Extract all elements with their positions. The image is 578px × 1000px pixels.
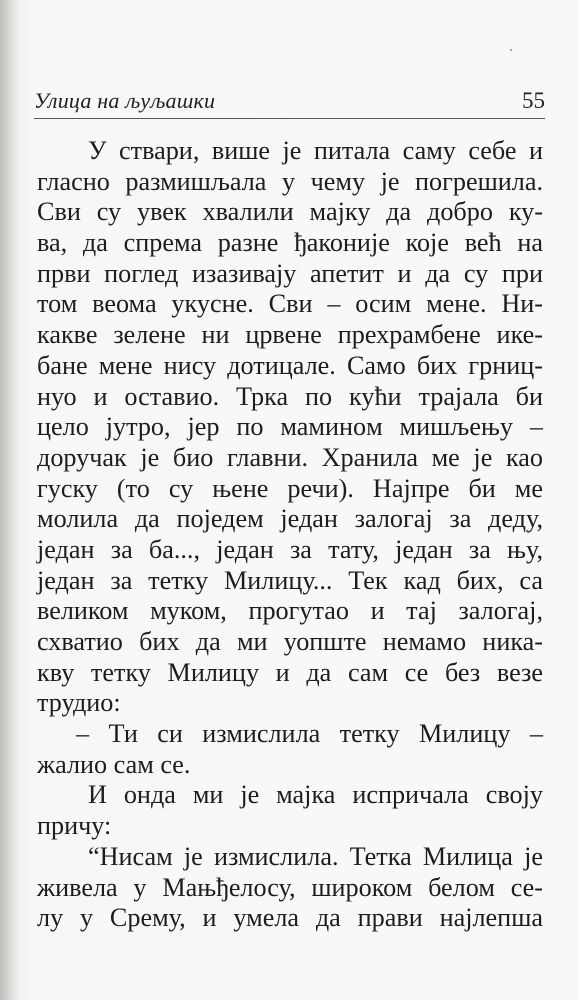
text-line-7: какве зелене ни црвене прехрамбене ике- — [37, 320, 543, 350]
text-line-4: ва, да спрема разне ђаконије које већ на — [37, 228, 543, 258]
page-gutter-shadow — [0, 0, 18, 1000]
text-line-20: – Ти си измислила тетку Милицу – — [76, 719, 543, 749]
text-line-8: бане мене нису дотицале. Само бих грниц- — [37, 350, 543, 380]
text-line-6: том веома укусне. Сви – осим мене. Ни- — [37, 289, 543, 319]
text-line-13: молила да поједем један залогај за деду, — [37, 504, 543, 534]
text-line-21: жалио сам се. — [37, 749, 191, 779]
body-text — [37, 136, 543, 934]
text-line-15: један за тетку Милицу... Тек кад бих, са — [37, 565, 543, 595]
text-line-25: живела у Мањђелосу, широком белом се- — [37, 872, 543, 902]
text-line-14: један за ба..., један за тату, један за њу, — [37, 534, 543, 564]
text-line-9: нуо и оставио. Трка по кући трајала би — [37, 381, 543, 411]
page-header — [34, 88, 545, 119]
text-line-3: Сви су увек хвалили мајку да добро ку- — [37, 197, 543, 227]
text-line-5: први поглед изазивају апетит и да су при — [37, 258, 543, 288]
text-line-16: великом муком, прогутао и тај залогај, — [37, 596, 543, 626]
text-line-17: схватио бих да ми уопште немамо ника- — [37, 627, 543, 656]
text-line-22: И онда ми је мајка испричала своју — [88, 780, 543, 810]
text-line-24: “Нисам је измислила. Тетка Милица је — [88, 841, 543, 871]
text-line-26: лу у Срему, и умела да прави најлепша — [37, 903, 543, 933]
text-line-12: гуску (то су њене речи). Најпре би ме — [37, 473, 543, 503]
text-line-23: причу: — [37, 811, 112, 841]
paper-speck — [510, 49, 512, 51]
text-line-2: гласно размишљала у чему је погрешила. — [37, 166, 543, 196]
text-line-11: доручак је био главни. Хранила ме је као — [37, 442, 543, 472]
text-line-10: цело јутро, јер по маминoм мишљењу – — [37, 412, 543, 442]
page-number: 55 — [522, 88, 545, 113]
text-line-19: трудио: — [37, 688, 121, 718]
running-title: Улица на љуљашки — [34, 88, 216, 113]
text-line-1: У ствари, више је питала саму себе и — [88, 136, 543, 165]
text-line-18: кву тетку Милицу и да сам се без везе — [37, 657, 543, 687]
